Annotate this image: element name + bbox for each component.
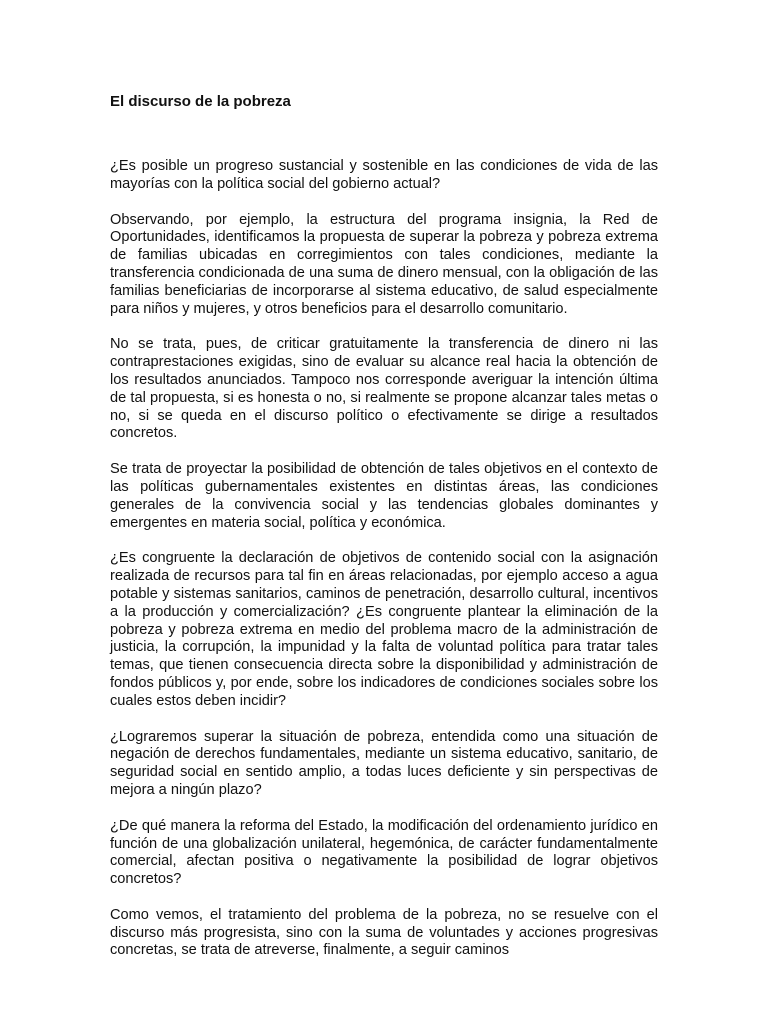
paragraph-6: ¿Lograremos superar la situación de pobreza, entendida como una situación de negación de derechos fundamentales, mediante un sistema educativo, sanitario, de seguridad social en sentido amplio, a todas luces deficiente y sin perspectivas de mejora a ningún plazo? bbox=[110, 728, 658, 798]
document-title: El discurso de la pobreza bbox=[110, 93, 291, 110]
paragraph-8: Como vemos, el tratamiento del problema de la pobreza, no se resuelve con el discurso más progresista, sino con la suma de voluntades y acciones progresivas concretas, se trata de atreverse, finalmente, a seguir caminos bbox=[110, 906, 658, 959]
paragraph-1: ¿Es posible un progreso sustancial y sostenible en las condiciones de vida de las mayorías con la política social del gobierno actual? bbox=[110, 158, 658, 192]
paragraph-4: Se trata de proyectar la posibilidad de obtención de tales objetivos en el contexto de las políticas gubernamentales existentes en distintas áreas, las condiciones generales de la convivencia social y las tendencias globales dominantes y emergentes en materia social, política y económica. bbox=[110, 461, 658, 531]
paragraph-3: No se trata, pues, de criticar gratuitamente la transferencia de dinero ni las contraprestaciones exigidas, sino de evaluar su alcance real hacia la obtención de los resultados anunciados. Tampoco nos corresponde averiguar la intención última de tal propuesta, si es honesta o no, si realmente se propone alcanzar tales metas o no, si se queda en el discurso político o efectivamente se dirige a resultados concretos. bbox=[110, 336, 658, 442]
paragraph-2: Observando, por ejemplo, la estructura del programa insignia, la Red de Oportunidades, identificamos la propuesta de superar la pobreza y pobreza extrema de familias ubicadas en corregimientos con tales condiciones, mediante la transferencia condicionada de una suma de dinero mensual, con la obligación de las familias beneficiarias de incorporarse al sistema educativo, de salud especialmente para niños y mujeres, y otros beneficios para el desarrollo comunitario. bbox=[110, 211, 658, 317]
document-body bbox=[110, 92, 658, 960]
paragraph-7: ¿De qué manera la reforma del Estado, la modificación del ordenamiento jurídico en función de una globalización unilateral, hegemónica, de carácter fundamentalmente comercial, afectan positiva o negativamente la posibilidad de lograr objetivos concretos? bbox=[110, 817, 658, 888]
paragraph-5: ¿Es congruente la declaración de objetivos de contenido social con la asignación realizada de recursos para tal fin en áreas relacionadas, por ejemplo acceso a agua potable y sistemas sanitarios, caminos de penetración, desarrollo cultural, incentivos a la producción y comercialización? ¿Es congruente plantear la eliminación de la pobreza y pobreza extrema en medio del problema macro de la administración de justicia, la corrupción, la impunidad y la falta de voluntad política para tratar tales temas, que tienen consecuencia directa sobre la disponibilidad y administración de fondos públicos y, por ende, sobre los indicadores de condiciones sociales sobre los cuales estos deben incidir? bbox=[110, 550, 658, 709]
